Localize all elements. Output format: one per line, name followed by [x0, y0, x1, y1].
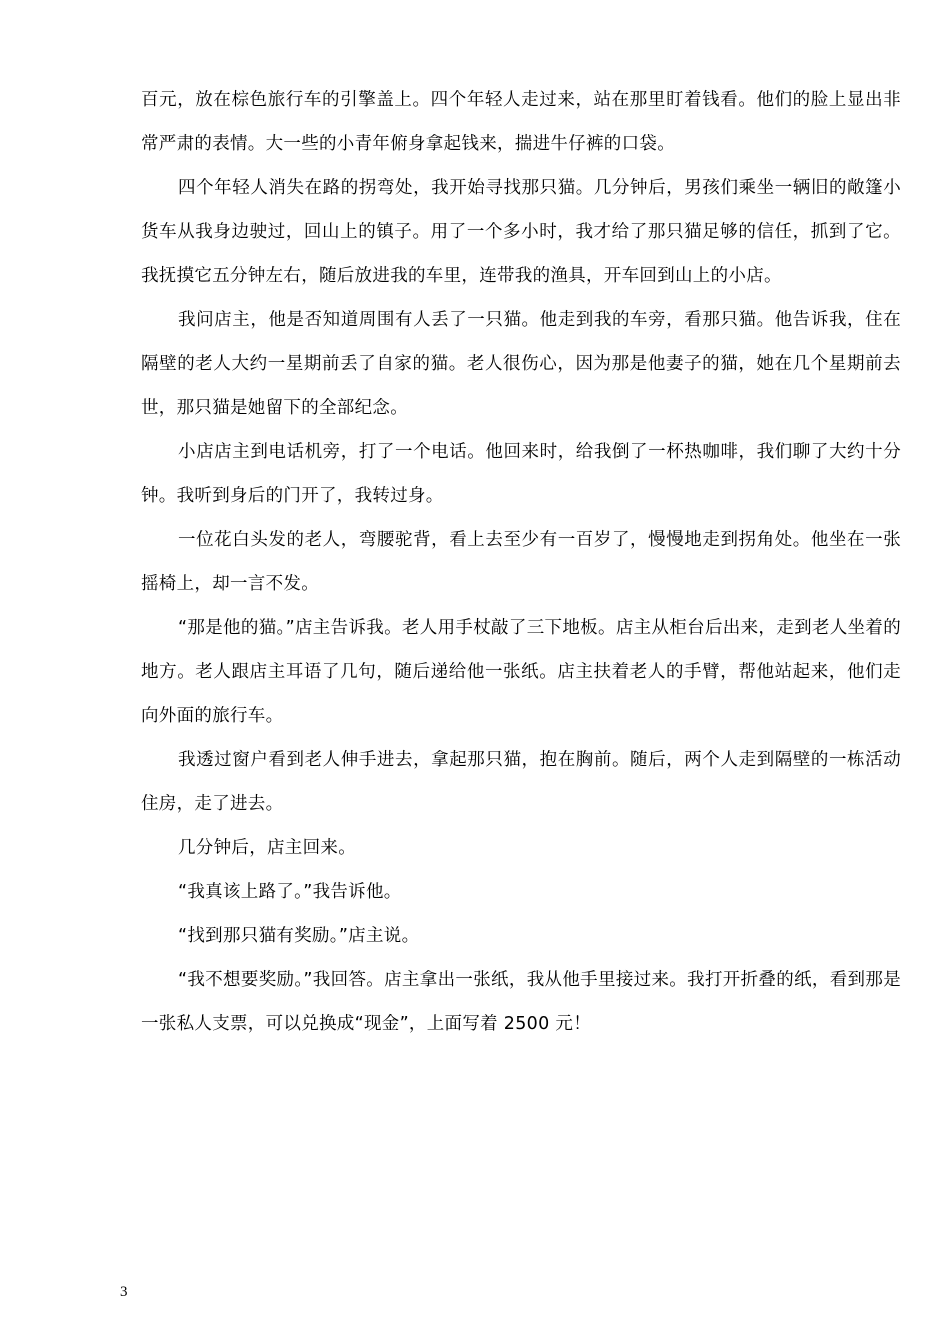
- paragraph-9: “我真该上路了。”我告诉他。: [178, 882, 402, 902]
- paragraph-10: “找到那只猫有奖励。”店主说。: [178, 926, 420, 946]
- page-number: 3: [120, 1284, 128, 1300]
- paragraph-1: 百元，放在棕色旅行车的引擎盖上。四个年轻人走过来，站在那里盯着钱看。他们的脸上显出非常严肃的表情。大一些的小青年俯身拿起钱来，揣进牛仔裤的口袋。: [141, 90, 901, 154]
- paragraph-8: 几分钟后，店主回来。: [178, 838, 356, 858]
- paragraph-11: “我不想要奖励。”我回答。店主拿出一张纸，我从他手里接过来。我打开折叠的纸，看到那是一张私人支票，可以兑换成“现金”，上面写着 2500 元！: [141, 970, 901, 1034]
- paragraph-2: 四个年轻人消失在路的拐弯处，我开始寻找那只猫。几分钟后，男孩们乘坐一辆旧的敞篷小货车从我身边驶过，回山上的镇子。用了一个多小时，我才给了那只猫足够的信任，抓到了它。我抚摸它五分钟左右，随后放进我的车里，连带我的渔具，开车回到山上的小店。: [141, 178, 901, 286]
- paragraph-4: 小店店主到电话机旁，打了一个电话。他回来时，给我倒了一杯热咖啡，我们聊了大约十分钟。我听到身后的门开了，我转过身。: [141, 442, 901, 506]
- document-body: [141, 78, 901, 1046]
- paragraph-6: “那是他的猫。”店主告诉我。老人用手杖敲了三下地板。店主从柜台后出来，走到老人坐着的地方。老人跟店主耳语了几句，随后递给他一张纸。店主扶着老人的手臂，帮他站起来，他们走向外面的旅行车。: [141, 618, 901, 726]
- paragraph-3: 我问店主，他是否知道周围有人丢了一只猫。他走到我的车旁，看那只猫。他告诉我，住在隔壁的老人大约一星期前丢了自家的猫。老人很伤心，因为那是他妻子的猫，她在几个星期前去世，那只猫是她留下的全部纪念。: [141, 310, 901, 418]
- paragraph-5: 一位花白头发的老人，弯腰驼背，看上去至少有一百岁了，慢慢地走到拐角处。他坐在一张摇椅上，却一言不发。: [141, 530, 901, 594]
- paragraph-7: 我透过窗户看到老人伸手进去，拿起那只猫，抱在胸前。随后，两个人走到隔壁的一栋活动住房，走了进去。: [141, 750, 901, 814]
